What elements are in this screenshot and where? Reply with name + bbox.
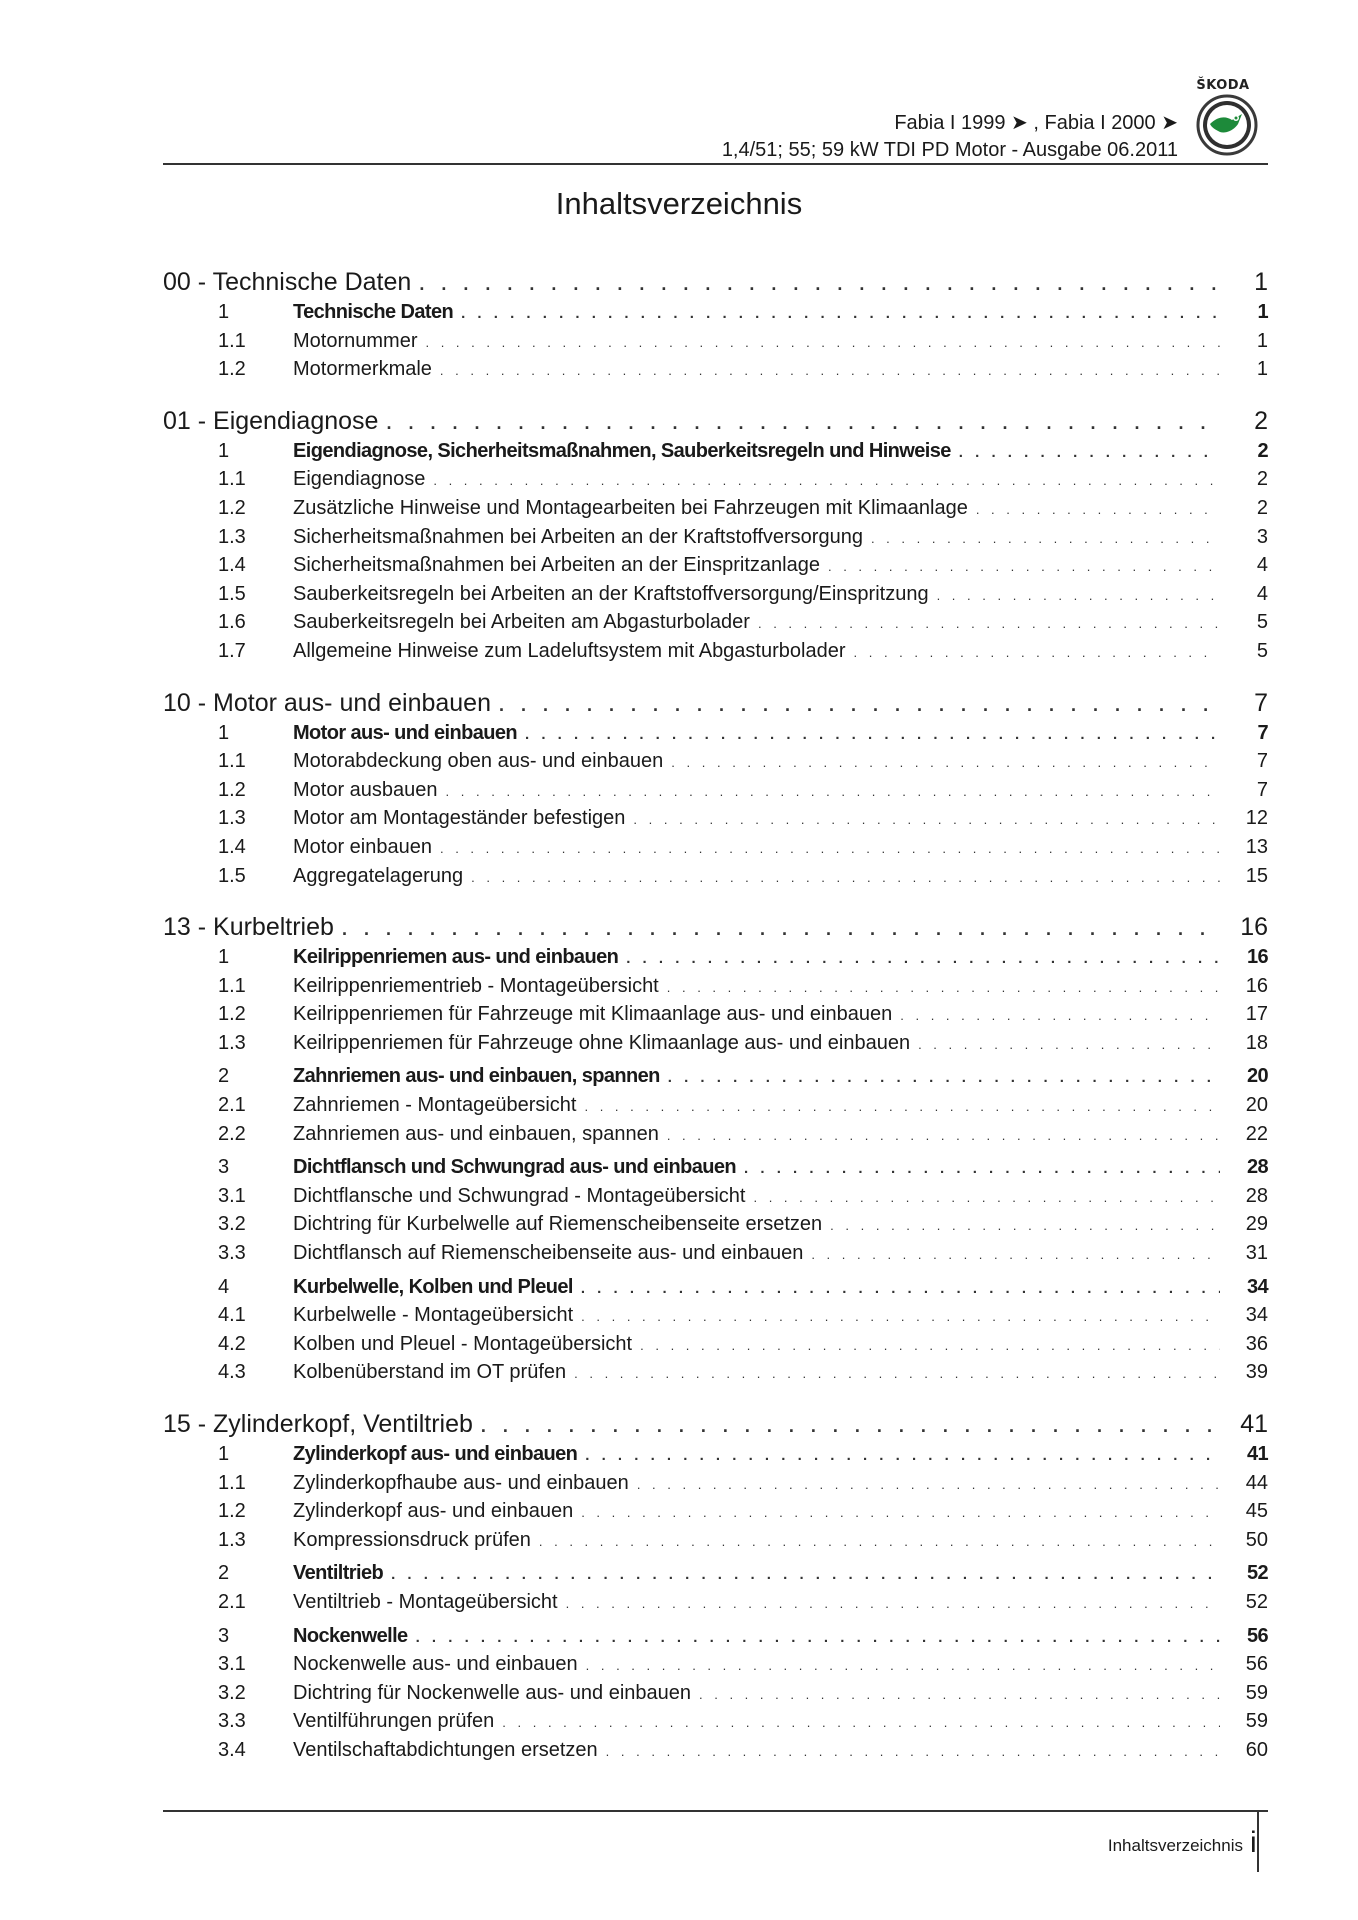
entry-number: 3.3 bbox=[218, 1710, 246, 1733]
toc-chapter-entry[interactable] bbox=[163, 440, 1268, 469]
entry-page: 59 bbox=[1245, 1681, 1268, 1704]
entry-title: Ventiltrieb bbox=[293, 1562, 384, 1585]
entry-title: Nockenwelle aus- und einbauen bbox=[293, 1653, 578, 1676]
entry-number: 1 bbox=[218, 301, 230, 323]
entry-number: 1.1 bbox=[218, 329, 246, 352]
dot-leader bbox=[744, 1160, 1220, 1177]
entry-page: 1 bbox=[1256, 329, 1268, 352]
toc-entry[interactable] bbox=[163, 1653, 1268, 1682]
entry-page: 20 bbox=[1245, 1094, 1268, 1117]
entry-title: Eigendiagnose bbox=[293, 468, 426, 491]
entry-page: 59 bbox=[1245, 1710, 1268, 1733]
entry-title: Motor ausbauen bbox=[293, 778, 438, 801]
toc-entry[interactable] bbox=[163, 1739, 1268, 1768]
entry-number: 3 bbox=[218, 1156, 230, 1179]
entry-number: 1.2 bbox=[218, 496, 246, 519]
entry-number: 4 bbox=[218, 1275, 230, 1298]
entry-title: Motormerkmale bbox=[293, 358, 432, 381]
dot-leader bbox=[342, 919, 1220, 940]
dot-leader bbox=[828, 559, 1220, 574]
entry-page: 20 bbox=[1246, 1065, 1268, 1088]
entry-page: 44 bbox=[1245, 1471, 1268, 1494]
brand-wordmark: ŠKODA bbox=[1196, 78, 1250, 93]
footer-divider bbox=[1257, 1812, 1259, 1872]
entry-title: Motor einbauen bbox=[293, 835, 432, 858]
entry-title: Ventiltrieb - Montageübersicht bbox=[293, 1590, 558, 1613]
dot-leader bbox=[574, 1366, 1220, 1381]
entry-number: 2.1 bbox=[218, 1590, 246, 1613]
entry-number: 3.4 bbox=[218, 1738, 246, 1761]
entry-title: Kurbelwelle, Kolben und Pleuel bbox=[293, 1275, 573, 1298]
entry-number: 1.1 bbox=[218, 1471, 246, 1494]
toc-entry[interactable] bbox=[163, 583, 1268, 612]
entry-page: 17 bbox=[1245, 1003, 1268, 1026]
dot-leader bbox=[461, 305, 1220, 322]
dot-leader bbox=[976, 502, 1220, 517]
skoda-logo-icon bbox=[1196, 94, 1258, 156]
toc-entry[interactable] bbox=[163, 330, 1268, 359]
entry-title: Sicherheitsmaßnahmen bei Arbeiten an der Einspritzanlage bbox=[293, 554, 820, 577]
entry-page: 41 bbox=[1246, 1443, 1268, 1465]
entry-number: 1.1 bbox=[218, 468, 246, 491]
toc-entry[interactable] bbox=[163, 1032, 1268, 1061]
entry-number: 1.2 bbox=[218, 778, 246, 801]
entry-title: Motornummer bbox=[293, 329, 418, 352]
entry-title: Technische Daten bbox=[293, 301, 454, 323]
entry-page: 45 bbox=[1245, 1500, 1268, 1523]
dot-leader bbox=[584, 1099, 1220, 1114]
entry-title: Aggregatelagerung bbox=[293, 864, 464, 887]
entry-page: 29 bbox=[1245, 1213, 1268, 1236]
toc-entry[interactable] bbox=[163, 358, 1268, 387]
footer-rule bbox=[163, 1810, 1268, 1812]
dot-leader bbox=[581, 1309, 1220, 1324]
entry-page: 52 bbox=[1245, 1590, 1268, 1613]
dot-leader bbox=[481, 1416, 1220, 1437]
dot-leader bbox=[668, 1069, 1220, 1086]
toc-entry[interactable] bbox=[163, 865, 1268, 894]
entry-title: Keilrippenriemen aus- und einbauen bbox=[293, 946, 619, 969]
entry-number: 1.2 bbox=[218, 358, 246, 381]
entry-number: 2.2 bbox=[218, 1122, 246, 1145]
entry-number: 1.6 bbox=[218, 611, 246, 634]
entry-number: 1.3 bbox=[218, 525, 246, 548]
entry-page: 18 bbox=[1245, 1031, 1268, 1054]
dot-leader bbox=[633, 812, 1220, 827]
table-of-contents bbox=[163, 258, 1268, 1768]
entry-title: Allgemeine Hinweise zum Ladeluftsystem mit Abgasturbolader bbox=[293, 639, 846, 662]
entry-page: 60 bbox=[1245, 1738, 1268, 1761]
dot-leader bbox=[502, 1715, 1220, 1730]
entry-title: Dichtflansche und Schwungrad - Montageübersicht bbox=[293, 1184, 746, 1207]
entry-title: Kompressionsdruck prüfen bbox=[293, 1528, 531, 1551]
entry-number: 2.1 bbox=[218, 1094, 246, 1117]
toc-chapter-entry[interactable] bbox=[163, 301, 1268, 330]
toc-entry[interactable] bbox=[163, 1591, 1268, 1620]
entry-number: 1.1 bbox=[218, 750, 246, 773]
entry-title: Zylinderkopfhaube aus- und einbauen bbox=[293, 1471, 629, 1494]
entry-title: Kurbelwelle - Montageübersicht bbox=[293, 1304, 574, 1327]
entry-number: 1.2 bbox=[218, 1500, 246, 1523]
entry-page: 5 bbox=[1256, 639, 1268, 662]
entry-number: 3.2 bbox=[218, 1213, 246, 1236]
dot-leader bbox=[918, 1037, 1220, 1052]
entry-page: 7 bbox=[1256, 778, 1268, 801]
toc-section-heading[interactable] bbox=[163, 268, 1268, 297]
dot-leader bbox=[699, 1687, 1220, 1702]
entry-page: 1 bbox=[1256, 358, 1268, 381]
entry-page: 28 bbox=[1245, 1184, 1268, 1207]
toc-entry[interactable] bbox=[163, 807, 1268, 836]
dot-leader bbox=[566, 1596, 1220, 1611]
dot-leader bbox=[667, 1128, 1220, 1143]
toc-entry[interactable] bbox=[163, 1123, 1268, 1152]
toc-entry[interactable] bbox=[163, 1333, 1268, 1362]
entry-number: 1 bbox=[218, 946, 230, 969]
toc-entry[interactable] bbox=[163, 1185, 1268, 1214]
dot-leader bbox=[425, 335, 1220, 350]
entry-title: Dichtflansch und Schwungrad aus- und einbauen bbox=[293, 1156, 737, 1179]
entry-number: 1.4 bbox=[218, 835, 246, 858]
entry-page: 56 bbox=[1245, 1653, 1268, 1676]
entry-title: Ventilführungen prüfen bbox=[293, 1710, 495, 1733]
entry-title: Zylinderkopf aus- und einbauen bbox=[293, 1443, 578, 1465]
entry-title: Motor am Montageständer befestigen bbox=[293, 807, 626, 830]
entry-title: Zylinderkopf aus- und einbauen bbox=[293, 1500, 574, 1523]
footer-page-number: i bbox=[1250, 1826, 1257, 1859]
dot-leader bbox=[753, 1190, 1220, 1205]
page-title: Inhaltsverzeichnis bbox=[555, 186, 803, 221]
toc-chapter-entry[interactable] bbox=[163, 1276, 1268, 1305]
entry-title: Zahnriemen - Montageübersicht bbox=[293, 1094, 577, 1117]
entry-number: 1 bbox=[218, 721, 230, 744]
dot-leader bbox=[471, 870, 1220, 885]
toc-chapter-entry[interactable] bbox=[163, 1065, 1268, 1094]
dot-leader bbox=[830, 1218, 1220, 1233]
dot-leader bbox=[637, 1477, 1220, 1492]
entry-title: Keilrippenriemen für Fahrzeuge ohne Klimaanlage aus- und einbauen bbox=[293, 1031, 911, 1054]
entry-page: 34 bbox=[1246, 1275, 1268, 1298]
entry-number: 1.7 bbox=[218, 639, 246, 662]
dot-leader bbox=[937, 588, 1220, 603]
entry-page: 31 bbox=[1245, 1242, 1268, 1265]
entry-number: 1.3 bbox=[218, 807, 246, 830]
dot-leader bbox=[871, 531, 1220, 546]
section-page: 1 bbox=[1254, 268, 1268, 296]
dot-leader bbox=[525, 726, 1220, 743]
entry-page: 2 bbox=[1257, 439, 1268, 462]
dot-leader bbox=[606, 1744, 1220, 1759]
entry-number: 1.3 bbox=[218, 1528, 246, 1551]
toc-entry[interactable] bbox=[163, 526, 1268, 555]
toc-entry[interactable] bbox=[163, 1361, 1268, 1390]
toc-section-heading[interactable] bbox=[163, 913, 1268, 942]
entry-title: Keilrippenriemen für Fahrzeuge mit Klimaanlage aus- und einbauen bbox=[293, 1003, 893, 1026]
entry-title: Sauberkeitsregeln bei Arbeiten am Abgasturbolader bbox=[293, 611, 750, 634]
entry-number: 1.5 bbox=[218, 582, 246, 605]
dot-leader bbox=[854, 645, 1221, 660]
entry-page: 15 bbox=[1245, 864, 1268, 887]
dot-leader bbox=[671, 755, 1220, 770]
section-title: 00 - Technische Daten bbox=[163, 268, 412, 296]
entry-title: Kolbenüberstand im OT prüfen bbox=[293, 1361, 567, 1384]
entry-number: 3.2 bbox=[218, 1681, 246, 1704]
entry-title: Nockenwelle bbox=[293, 1624, 408, 1647]
toc-entry[interactable] bbox=[163, 1710, 1268, 1739]
section-page: 7 bbox=[1254, 688, 1268, 717]
entry-number: 1 bbox=[218, 439, 230, 462]
dot-leader bbox=[667, 980, 1220, 995]
entry-number: 2 bbox=[218, 1065, 230, 1088]
toc-entry[interactable] bbox=[163, 836, 1268, 865]
entry-number: 4.1 bbox=[218, 1304, 246, 1327]
entry-number: 4.3 bbox=[218, 1361, 246, 1384]
entry-number: 1 bbox=[218, 1443, 230, 1465]
entry-number: 3 bbox=[218, 1624, 230, 1647]
entry-title: Dichtring für Nockenwelle aus- und einbauen bbox=[293, 1681, 692, 1704]
entry-title: Dichtring für Kurbelwelle auf Riemenscheibenseite ersetzen bbox=[293, 1213, 823, 1236]
entry-title: Keilrippenriementrieb - Montageübersicht bbox=[293, 974, 659, 997]
toc-entry[interactable] bbox=[163, 1242, 1268, 1271]
toc-section-heading[interactable] bbox=[163, 407, 1268, 436]
toc-section-heading[interactable] bbox=[163, 689, 1268, 718]
section-title: 10 - Motor aus- und einbauen bbox=[163, 688, 491, 717]
entry-title: Motorabdeckung oben aus- und einbauen bbox=[293, 750, 664, 773]
toc-entry[interactable] bbox=[163, 1500, 1268, 1529]
dot-leader bbox=[959, 444, 1220, 461]
toc-entry[interactable] bbox=[163, 497, 1268, 526]
section-title: 01 - Eigendiagnose bbox=[163, 406, 379, 435]
entry-number: 1.5 bbox=[218, 864, 246, 887]
entry-page: 28 bbox=[1246, 1156, 1268, 1179]
toc-entry[interactable] bbox=[163, 779, 1268, 808]
dot-leader bbox=[419, 274, 1220, 295]
entry-page: 52 bbox=[1246, 1562, 1268, 1585]
toc-entry[interactable] bbox=[163, 1304, 1268, 1333]
dot-leader bbox=[446, 784, 1220, 799]
entry-page: 12 bbox=[1245, 807, 1268, 830]
entry-page: 7 bbox=[1256, 750, 1268, 773]
toc-chapter-entry[interactable] bbox=[163, 1156, 1268, 1185]
dot-leader bbox=[900, 1008, 1220, 1023]
toc-chapter-entry[interactable] bbox=[163, 722, 1268, 751]
section-page: 16 bbox=[1240, 913, 1268, 942]
dot-leader bbox=[440, 363, 1220, 378]
dot-leader bbox=[758, 616, 1220, 631]
toc-entry[interactable] bbox=[163, 750, 1268, 779]
section-title: 15 - Zylinderkopf, Ventiltrieb bbox=[163, 1410, 473, 1438]
entry-title: Zusätzliche Hinweise und Montagearbeiten bei Fahrzeugen mit Klimaanlage bbox=[293, 496, 968, 519]
entry-number: 3.3 bbox=[218, 1242, 246, 1265]
entry-number: 1.4 bbox=[218, 554, 246, 577]
entry-page: 56 bbox=[1246, 1624, 1268, 1647]
entry-page: 5 bbox=[1256, 611, 1268, 634]
toc-entry[interactable] bbox=[163, 611, 1268, 640]
entry-number: 3.1 bbox=[218, 1653, 246, 1676]
dot-leader bbox=[539, 1534, 1220, 1549]
dot-leader bbox=[626, 950, 1220, 967]
entry-page: 16 bbox=[1245, 974, 1268, 997]
entry-page: 22 bbox=[1245, 1122, 1268, 1145]
dot-leader bbox=[416, 1629, 1220, 1646]
entry-page: 13 bbox=[1245, 835, 1268, 858]
toc-entry[interactable] bbox=[163, 1094, 1268, 1123]
header-rule bbox=[163, 163, 1268, 165]
toc-entry[interactable] bbox=[163, 975, 1268, 1004]
entry-title: Sauberkeitsregeln bei Arbeiten an der Kraftstoffversorgung/Einspritzung bbox=[293, 582, 929, 605]
dot-leader bbox=[581, 1280, 1220, 1297]
toc-section-heading[interactable] bbox=[163, 1410, 1268, 1439]
entry-page: 50 bbox=[1245, 1528, 1268, 1551]
entry-page: 2 bbox=[1256, 496, 1268, 519]
toc-chapter-entry[interactable] bbox=[163, 946, 1268, 975]
entry-number: 1.2 bbox=[218, 1003, 246, 1026]
entry-page: 3 bbox=[1256, 525, 1268, 548]
dot-leader bbox=[640, 1338, 1220, 1353]
toc-entry[interactable] bbox=[163, 1682, 1268, 1711]
entry-page: 34 bbox=[1245, 1304, 1268, 1327]
entry-page: 1 bbox=[1257, 301, 1268, 323]
entry-page: 16 bbox=[1246, 946, 1268, 969]
toc-entry[interactable] bbox=[163, 1003, 1268, 1032]
toc-entry[interactable] bbox=[163, 640, 1268, 669]
dot-leader bbox=[811, 1247, 1220, 1262]
entry-title: Sicherheitsmaßnahmen bei Arbeiten an der Kraftstoffversorgung bbox=[293, 525, 863, 548]
entry-number: 2 bbox=[218, 1562, 230, 1585]
section-page: 41 bbox=[1240, 1410, 1268, 1438]
dot-leader bbox=[581, 1505, 1220, 1520]
header-models: Fabia I 1999 ➤ , Fabia I 2000 ➤ bbox=[894, 112, 1178, 134]
entry-number: 1.1 bbox=[218, 974, 246, 997]
entry-title: Eigendiagnose, Sicherheitsmaßnahmen, Sauberkeitsregeln und Hinweise bbox=[293, 439, 951, 462]
header-engine-edition: 1,4/51; 55; 59 kW TDI PD Motor - Ausgabe 06.2011 bbox=[721, 139, 1178, 161]
section-title: 13 - Kurbeltrieb bbox=[163, 913, 334, 942]
dot-leader bbox=[585, 1447, 1220, 1464]
toc-chapter-entry[interactable] bbox=[163, 1625, 1268, 1654]
entry-page: 7 bbox=[1257, 721, 1268, 744]
dot-leader bbox=[433, 473, 1220, 488]
toc-chapter-entry[interactable] bbox=[163, 1443, 1268, 1472]
toc-chapter-entry[interactable] bbox=[163, 1562, 1268, 1591]
toc-entry[interactable] bbox=[163, 1472, 1268, 1501]
dot-leader bbox=[586, 1658, 1220, 1673]
footer-label: Inhaltsverzeichnis bbox=[1107, 1836, 1243, 1855]
entry-title: Zahnriemen aus- und einbauen, spannen bbox=[293, 1122, 659, 1145]
entry-title: Ventilschaftabdichtungen ersetzen bbox=[293, 1738, 598, 1761]
toc-entry[interactable] bbox=[163, 554, 1268, 583]
entry-page: 2 bbox=[1256, 468, 1268, 491]
entry-title: Motor aus- und einbauen bbox=[293, 721, 517, 744]
entry-page: 36 bbox=[1245, 1332, 1268, 1355]
toc-entry[interactable] bbox=[163, 1213, 1268, 1242]
dot-leader bbox=[391, 1566, 1220, 1583]
entry-number: 1.3 bbox=[218, 1031, 246, 1054]
entry-number: 3.1 bbox=[218, 1184, 246, 1207]
toc-entry[interactable] bbox=[163, 1529, 1268, 1558]
dot-leader bbox=[440, 841, 1220, 856]
toc-entry[interactable] bbox=[163, 468, 1268, 497]
entry-page: 4 bbox=[1256, 582, 1268, 605]
entry-title: Dichtflansch auf Riemenscheibenseite aus- und einbauen bbox=[293, 1242, 804, 1265]
entry-title: Kolben und Pleuel - Montageübersicht bbox=[293, 1332, 633, 1355]
section-page: 2 bbox=[1254, 406, 1268, 435]
entry-number: 4.2 bbox=[218, 1332, 246, 1355]
entry-page: 4 bbox=[1256, 554, 1268, 577]
dot-leader bbox=[499, 695, 1220, 716]
entry-title: Zahnriemen aus- und einbauen, spannen bbox=[293, 1065, 660, 1088]
entry-page: 39 bbox=[1245, 1361, 1268, 1384]
dot-leader bbox=[386, 413, 1220, 434]
